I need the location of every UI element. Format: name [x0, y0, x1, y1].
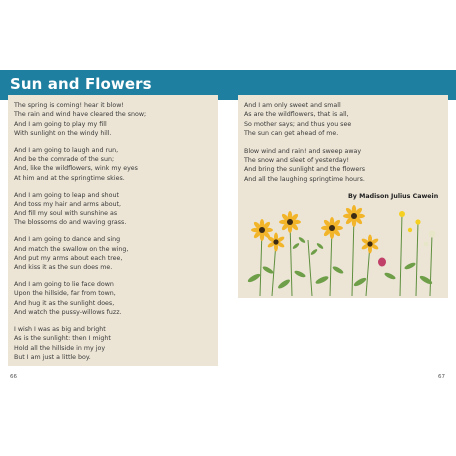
poem-line: As are the wildflowers, that is all, [244, 111, 349, 119]
poem-line: I wish I was as big and bright [14, 326, 106, 333]
poem-line: With sunlight on the windy hill. [14, 129, 112, 137]
poem-stanza [14, 235, 128, 272]
poem-line: And I am going to lie face down [14, 281, 114, 289]
poem-line: And, like the wildflowers, wink my eyes [14, 165, 138, 173]
poem-stanza [14, 280, 122, 317]
poem-stanza [244, 147, 365, 184]
poem-line: Upon the hillside, far from town, [14, 290, 116, 298]
poem-line: And match the swallow on the wing, [14, 245, 129, 253]
poem-stanza [244, 101, 351, 138]
poem-line: And I am going to dance and sing [14, 236, 121, 244]
poem-line: And kiss it as the sun does me. [14, 264, 113, 272]
clover-flower [378, 258, 386, 267]
poem-line: The rain and wind have cleared the snow; [14, 111, 147, 119]
author-credit: By Madison Julius Cawein [348, 193, 439, 200]
poem-title: Sun and Flowers [10, 75, 152, 93]
poem-line: And I am going to laugh and run, [14, 146, 119, 154]
poem-line: And bring the sunlight and the flowers [244, 166, 366, 174]
poem-line: And be the comrade of the sun; [14, 156, 115, 164]
poem-line: Hold all the hillside in my joy [14, 344, 106, 352]
page-number-left: 66 [10, 374, 17, 380]
poem-line: At him and at the springtime skies. [14, 174, 125, 182]
poem-line: And put my arms about each tree, [14, 254, 123, 262]
poem-stanza [14, 325, 111, 362]
queen-annes-lace [424, 231, 436, 247]
poem-line: The blossoms do and waving grass. [14, 219, 127, 227]
poem-stanza [14, 146, 138, 183]
poem-line: And watch the pussy-willows fuzz. [14, 309, 122, 317]
poem-line: And I am going to play my fill [14, 120, 107, 128]
poem-stanza [14, 191, 126, 228]
wildflowers-illustration [240, 200, 446, 296]
page-number-right: 67 [438, 374, 445, 380]
poem-line: The spring is coming! hear it blow! [14, 102, 124, 109]
poem-line: And I am only sweet and small [244, 102, 341, 109]
poem-line: But I am just a little boy. [14, 353, 91, 361]
poem-line: And fill my soul with sunshine as [14, 210, 118, 218]
poem-line: The sun can get ahead of me. [244, 129, 339, 137]
poem-line: So mother says; and thus you see [244, 120, 352, 128]
black-eyed-susan-flowers [251, 205, 379, 254]
poem-line: And all the laughing springtime hours. [244, 175, 365, 183]
poem-line: As is the sunlight: then I might [14, 335, 111, 343]
poem-line: And hug it as the sunlight does, [14, 299, 115, 307]
poem-line: And toss my hair and arms about, [14, 200, 122, 208]
poem-line: And I am going to leap and shout [14, 191, 119, 199]
poem-stanza [14, 101, 146, 138]
poem-line: Blow wind and rain! and sweep away [244, 147, 362, 155]
poem-line: The snow and sleet of yesterday! [244, 156, 349, 164]
